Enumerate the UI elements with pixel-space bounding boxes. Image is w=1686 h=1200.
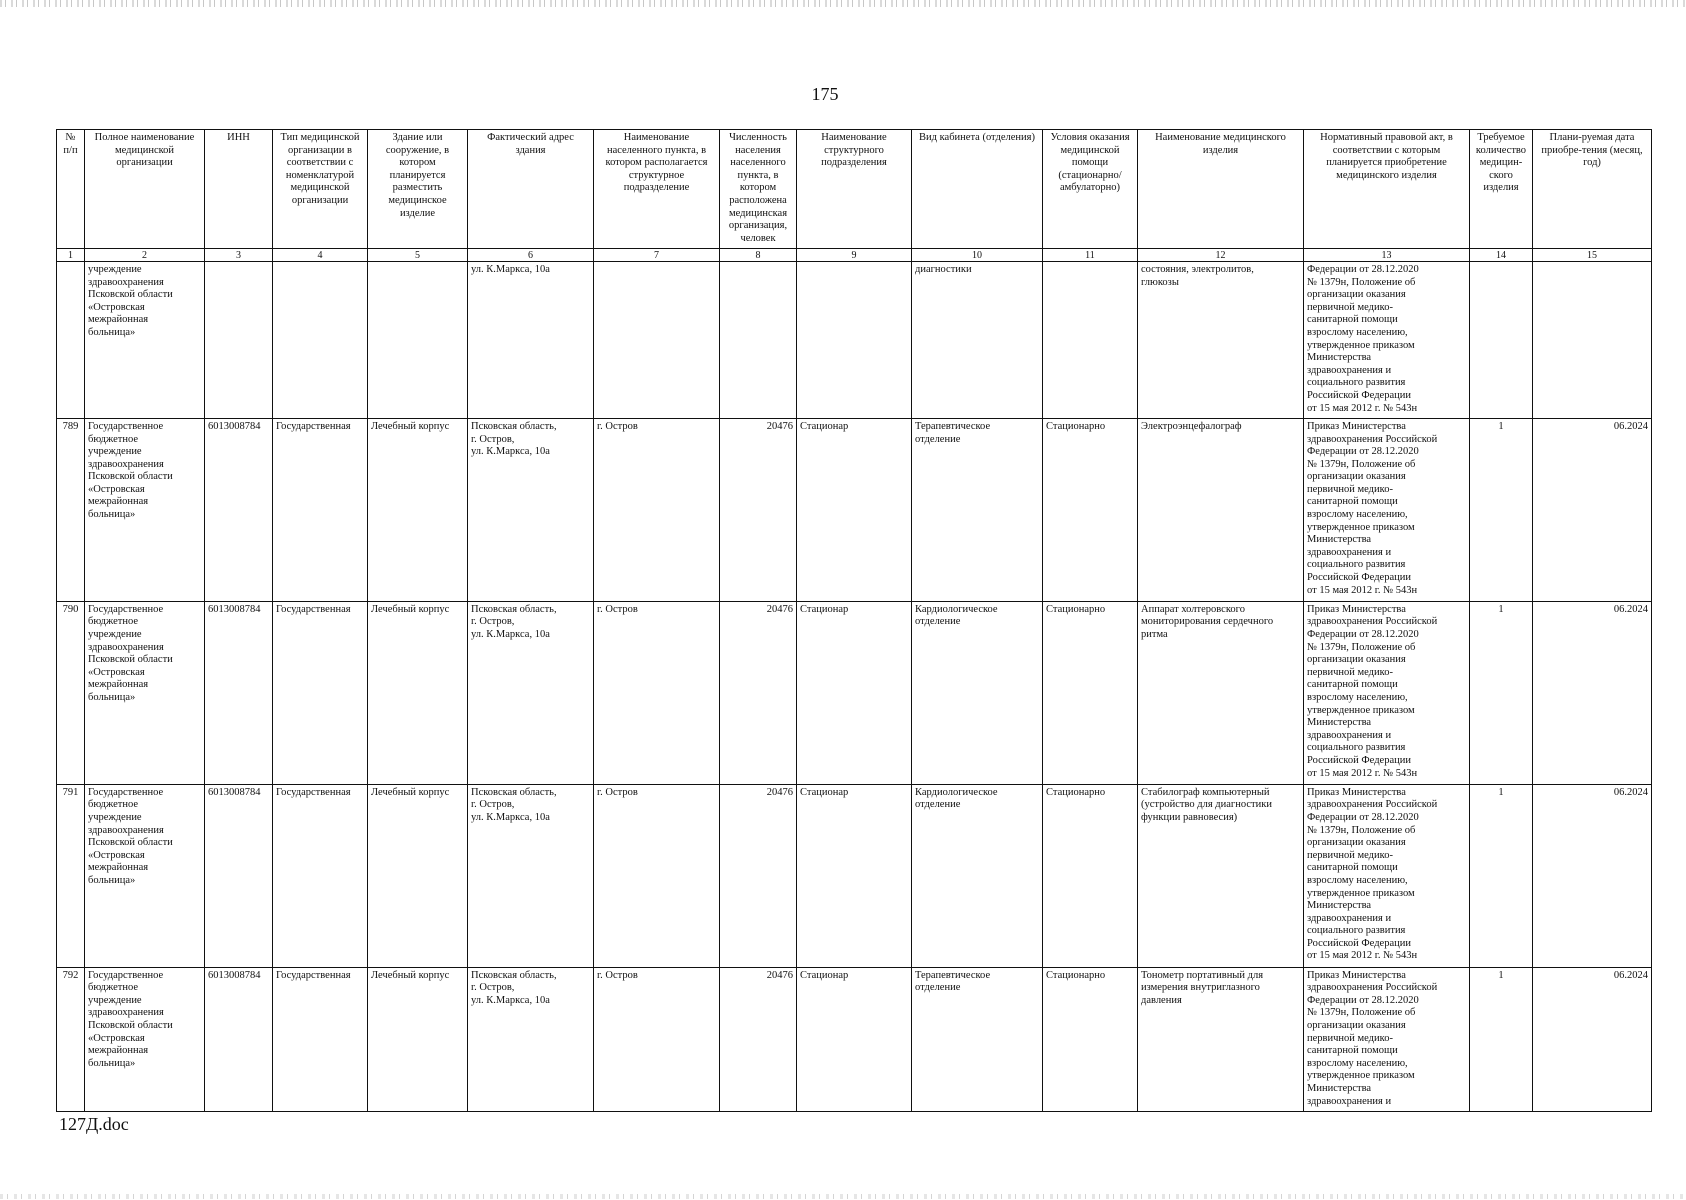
org-type-cell: Государственная [273, 418, 368, 601]
unit-cell [797, 262, 912, 419]
room-cell: Терапевтическое отделение [912, 967, 1043, 1111]
building-cell: Лечебный корпус [368, 601, 468, 784]
org-name-cell: Государственное бюджетное учреждение здравоохранения Псковской области «Островская межрайонная больница» [85, 967, 205, 1111]
legal-act-cell: Приказ Министерства здравоохранения Российской Федерации от 28.12.2020 № 1379н, Положение об организации оказания первичной медико- санитарной помощи взрослому населению, утвержденное приказом Министерства здравоохранения и социального развития Российской Федерации от 15 мая 2012 г. № 543н [1304, 784, 1470, 967]
header-cell: Вид кабинета (отделения) [912, 130, 1043, 249]
table-row [57, 784, 1652, 967]
building-cell [368, 262, 468, 419]
header-cell: Требуемое количество медицин-ского изделия [1470, 130, 1533, 249]
address-cell: Псковская область, г. Остров, ул. К.Маркса, 10а [468, 784, 594, 967]
page-number: 175 [811, 84, 839, 104]
quantity-cell: 1 [1470, 967, 1533, 1111]
date-cell: 06.2024 [1533, 784, 1652, 967]
inn-cell [205, 262, 273, 419]
row-number-cell: 789 [57, 418, 85, 601]
building-cell: Лечебный корпус [368, 418, 468, 601]
legal-act-cell: Приказ Министерства здравоохранения Российской Федерации от 28.12.2020 № 1379н, Положение об организации оказания первичной медико- санитарной помощи взрослому населению, утвержденное приказом Министерства здравоохранения и социального развития Российской Федерации от 15 мая 2012 г. № 543н [1304, 418, 1470, 601]
org-name-cell: Государственное бюджетное учреждение здравоохранения Псковской области «Островская межрайонная больница» [85, 784, 205, 967]
column-number: 6 [468, 248, 594, 261]
device-cell: состояния, электролитов, глюкозы [1138, 262, 1304, 419]
population-cell [720, 262, 797, 419]
continuation-row [57, 262, 1652, 419]
conditions-cell: Стационарно [1043, 967, 1138, 1111]
date-cell: 06.2024 [1533, 418, 1652, 601]
header-cell: № п/п [57, 130, 85, 249]
header-cell: Наименование структурного подразделения [797, 130, 912, 249]
unit-cell: Стационар [797, 784, 912, 967]
settlement-cell: г. Остров [594, 784, 720, 967]
header-cell: Полное наименование медицинской организации [85, 130, 205, 249]
device-cell: Тонометр портативный для измерения внутриглазного давления [1138, 967, 1304, 1111]
header-cell: Фактический адрес здания [468, 130, 594, 249]
quantity-cell: 1 [1470, 601, 1533, 784]
scan-edge-bottom [0, 1194, 1686, 1199]
address-cell: Псковская область, г. Остров, ул. К.Маркса, 10а [468, 418, 594, 601]
header-row [57, 130, 1652, 249]
row-number-cell: 790 [57, 601, 85, 784]
quantity-cell: 1 [1470, 784, 1533, 967]
settlement-cell: г. Остров [594, 967, 720, 1111]
column-number: 2 [85, 248, 205, 261]
header-cell: Наименование населенного пункта, в котором располагается структурное подразделение [594, 130, 720, 249]
table-row [57, 967, 1652, 1111]
header-cell: Нормативный правовой акт, в соответствии с которым планируется приобретение медицинского изделия [1304, 130, 1470, 249]
column-number: 14 [1470, 248, 1533, 261]
table-row [57, 601, 1652, 784]
address-cell: ул. К.Маркса, 10а [468, 262, 594, 419]
column-number: 13 [1304, 248, 1470, 261]
quantity-cell [1470, 262, 1533, 419]
org-name-cell: Государственное бюджетное учреждение здравоохранения Псковской области «Островская межрайонная больница» [85, 418, 205, 601]
row-number-cell: 792 [57, 967, 85, 1111]
column-number: 12 [1138, 248, 1304, 261]
population-cell: 20476 [720, 784, 797, 967]
legal-act-cell: Приказ Министерства здравоохранения Российской Федерации от 28.12.2020 № 1379н, Положение об организации оказания первичной медико- санитарной помощи взрослому населению, утвержденное приказом Министерства здравоохранения и [1304, 967, 1470, 1111]
quantity-cell: 1 [1470, 418, 1533, 601]
inn-cell: 6013008784 [205, 967, 273, 1111]
column-number: 15 [1533, 248, 1652, 261]
conditions-cell: Стационарно [1043, 418, 1138, 601]
org-type-cell: Государственная [273, 784, 368, 967]
unit-cell: Стационар [797, 967, 912, 1111]
building-cell: Лечебный корпус [368, 967, 468, 1111]
conditions-cell: Стационарно [1043, 601, 1138, 784]
medical-equipment-table [56, 129, 1652, 1112]
table-row [57, 418, 1652, 601]
header-cell: Плани-руемая дата приобре-тения (месяц, год) [1533, 130, 1652, 249]
settlement-cell: г. Остров [594, 418, 720, 601]
header-cell: Наименование медицинского изделия [1138, 130, 1304, 249]
device-cell: Стабилограф компьютерный (устройство для диагностики функции равновесия) [1138, 784, 1304, 967]
org-type-cell: Государственная [273, 967, 368, 1111]
building-cell: Лечебный корпус [368, 784, 468, 967]
population-cell: 20476 [720, 601, 797, 784]
column-number: 10 [912, 248, 1043, 261]
inn-cell: 6013008784 [205, 601, 273, 784]
file-name: 127Д.doc [59, 1114, 129, 1134]
room-cell: Кардиологическое отделение [912, 784, 1043, 967]
column-number: 9 [797, 248, 912, 261]
unit-cell: Стационар [797, 601, 912, 784]
room-cell: Кардиологическое отделение [912, 601, 1043, 784]
address-cell: Псковская область, г. Остров, ул. К.Маркса, 10а [468, 967, 594, 1111]
population-cell: 20476 [720, 967, 797, 1111]
inn-cell: 6013008784 [205, 784, 273, 967]
row-number-cell [57, 262, 85, 419]
org-type-cell [273, 262, 368, 419]
room-cell: диагностики [912, 262, 1043, 419]
column-number: 1 [57, 248, 85, 261]
date-cell: 06.2024 [1533, 601, 1652, 784]
device-cell: Аппарат холтеровского мониторирования сердечного ритма [1138, 601, 1304, 784]
population-cell: 20476 [720, 418, 797, 601]
legal-act-cell: Приказ Министерства здравоохранения Российской Федерации от 28.12.2020 № 1379н, Положение об организации оказания первичной медико- санитарной помощи взрослому населению, утвержденное приказом Министерства здравоохранения и социального развития Российской Федерации от 15 мая 2012 г. № 543н [1304, 601, 1470, 784]
conditions-cell [1043, 262, 1138, 419]
column-number: 11 [1043, 248, 1138, 261]
column-number: 3 [205, 248, 273, 261]
column-number: 8 [720, 248, 797, 261]
date-cell [1533, 262, 1652, 419]
org-type-cell: Государственная [273, 601, 368, 784]
column-number-row [57, 248, 1652, 261]
header-cell: Численность населения населенного пункта, в котором расположена медицинская организация, человек [720, 130, 797, 249]
conditions-cell: Стационарно [1043, 784, 1138, 967]
column-number: 7 [594, 248, 720, 261]
org-name-cell: учреждение здравоохранения Псковской области «Островская межрайонная больница» [85, 262, 205, 419]
room-cell: Терапевтическое отделение [912, 418, 1043, 601]
address-cell: Псковская область, г. Остров, ул. К.Маркса, 10а [468, 601, 594, 784]
settlement-cell: г. Остров [594, 601, 720, 784]
row-number-cell: 791 [57, 784, 85, 967]
legal-act-cell: Федерации от 28.12.2020 № 1379н, Положение об организации оказания первичной медико- санитарной помощи взрослому населению, утвержденное приказом Министерства здравоохранения и социального развития Российской Федерации от 15 мая 2012 г. № 543н [1304, 262, 1470, 419]
date-cell: 06.2024 [1533, 967, 1652, 1111]
inn-cell: 6013008784 [205, 418, 273, 601]
header-cell: Здание или сооружение, в котором планируется разместить медицинское изделие [368, 130, 468, 249]
scan-edge-top [0, 0, 1686, 7]
org-name-cell: Государственное бюджетное учреждение здравоохранения Псковской области «Островская межрайонная больница» [85, 601, 205, 784]
device-cell: Электроэнцефалограф [1138, 418, 1304, 601]
header-cell: Тип медицинской организации в соответствии с номенклатурой медицинской организации [273, 130, 368, 249]
column-number: 5 [368, 248, 468, 261]
column-number: 4 [273, 248, 368, 261]
unit-cell: Стационар [797, 418, 912, 601]
settlement-cell [594, 262, 720, 419]
header-cell: Условия оказания медицинской помощи (стационарно/ амбулаторно) [1043, 130, 1138, 249]
header-cell: ИНН [205, 130, 273, 249]
